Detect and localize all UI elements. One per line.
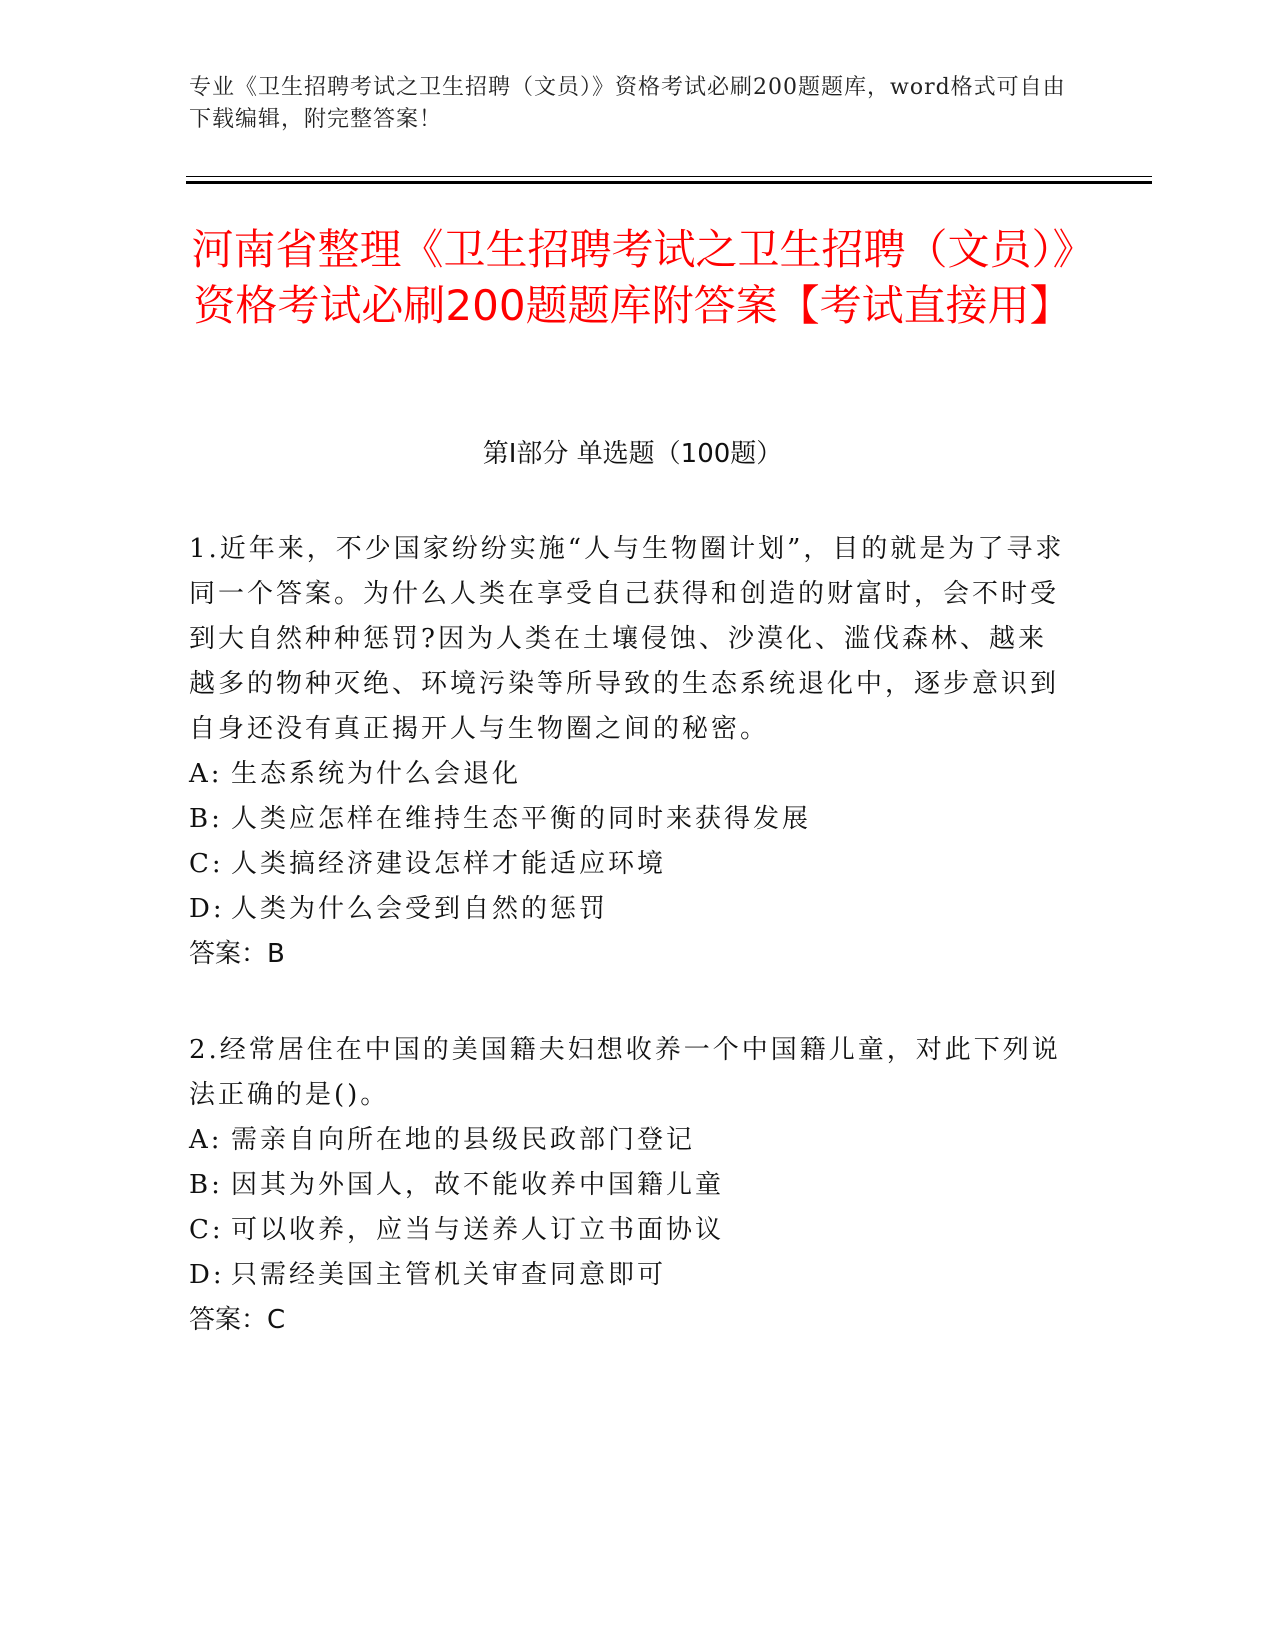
option-text: 只需经美国主管机关审查同意即可 [231, 1260, 667, 1290]
option-text: 人类应怎样在维持生态平衡的同时来获得发展 [231, 804, 812, 834]
option-d [189, 1253, 1069, 1298]
question-stem: 1.近年来，不少国家纷纷实施“人与生物圈计划”，目的就是为了寻求同一个答案。为什么人类在享受自己获得和创造的财富时，会不时受到大自然种种惩罚?因为人类在土壤侵蚀、沙漠化、滥伐森林、越来越多的物种灭绝、环境污染等所导致的生态系统退化中，逐步意识到自身还没有真正揭开人与生物圈之间的秘密。 [189, 534, 1065, 744]
option-text: 可以收养，应当与送养人订立书面协议 [231, 1215, 725, 1245]
option-text: 因其为外国人，故不能收养中国籍儿童 [231, 1170, 725, 1200]
option-d [189, 887, 1069, 932]
answer: 答案：C [189, 1305, 286, 1335]
option-c [189, 1208, 1069, 1253]
option-key: D: [189, 1260, 225, 1290]
section-title: 第Ⅰ部分 单选题（100题） [482, 439, 783, 469]
header-rule-thick [186, 181, 1152, 184]
option-key: C: [189, 1215, 224, 1245]
document-title: 河南省整理《卫生招聘考试之卫生招聘（文员）》资格考试必刷200题题库附答案【考试直接用】 [191, 225, 1074, 330]
option-key: B: [189, 1170, 223, 1200]
option-key: D: [189, 894, 225, 924]
option-text: 人类搞经济建设怎样才能适应环境 [231, 849, 667, 879]
question-2 [189, 1028, 1069, 1343]
option-b [189, 797, 1069, 842]
option-a [189, 1118, 1069, 1163]
option-key: B: [189, 804, 223, 834]
option-a [189, 752, 1069, 797]
option-c [189, 842, 1069, 887]
option-text: 人类为什么会受到自然的惩罚 [231, 894, 609, 924]
question-1 [189, 527, 1069, 977]
option-key: A: [189, 1125, 223, 1155]
answer: 答案：B [189, 939, 285, 969]
header-rule-thin [186, 176, 1152, 177]
question-stem: 2.经常居住在中国的美国籍夫妇想收养一个中国籍儿童，对此下列说法正确的是()。 [189, 1035, 1061, 1110]
header-note: 专业《卫生招聘考试之卫生招聘（文员）》资格考试必刷200题题库，word格式可自由下载编辑，附完整答案！ [189, 75, 1066, 132]
option-key: A: [189, 759, 223, 789]
option-b [189, 1163, 1069, 1208]
option-text: 需亲自向所在地的县级民政部门登记 [231, 1125, 696, 1155]
option-text: 生态系统为什么会退化 [231, 759, 522, 789]
option-key: C: [189, 849, 224, 879]
